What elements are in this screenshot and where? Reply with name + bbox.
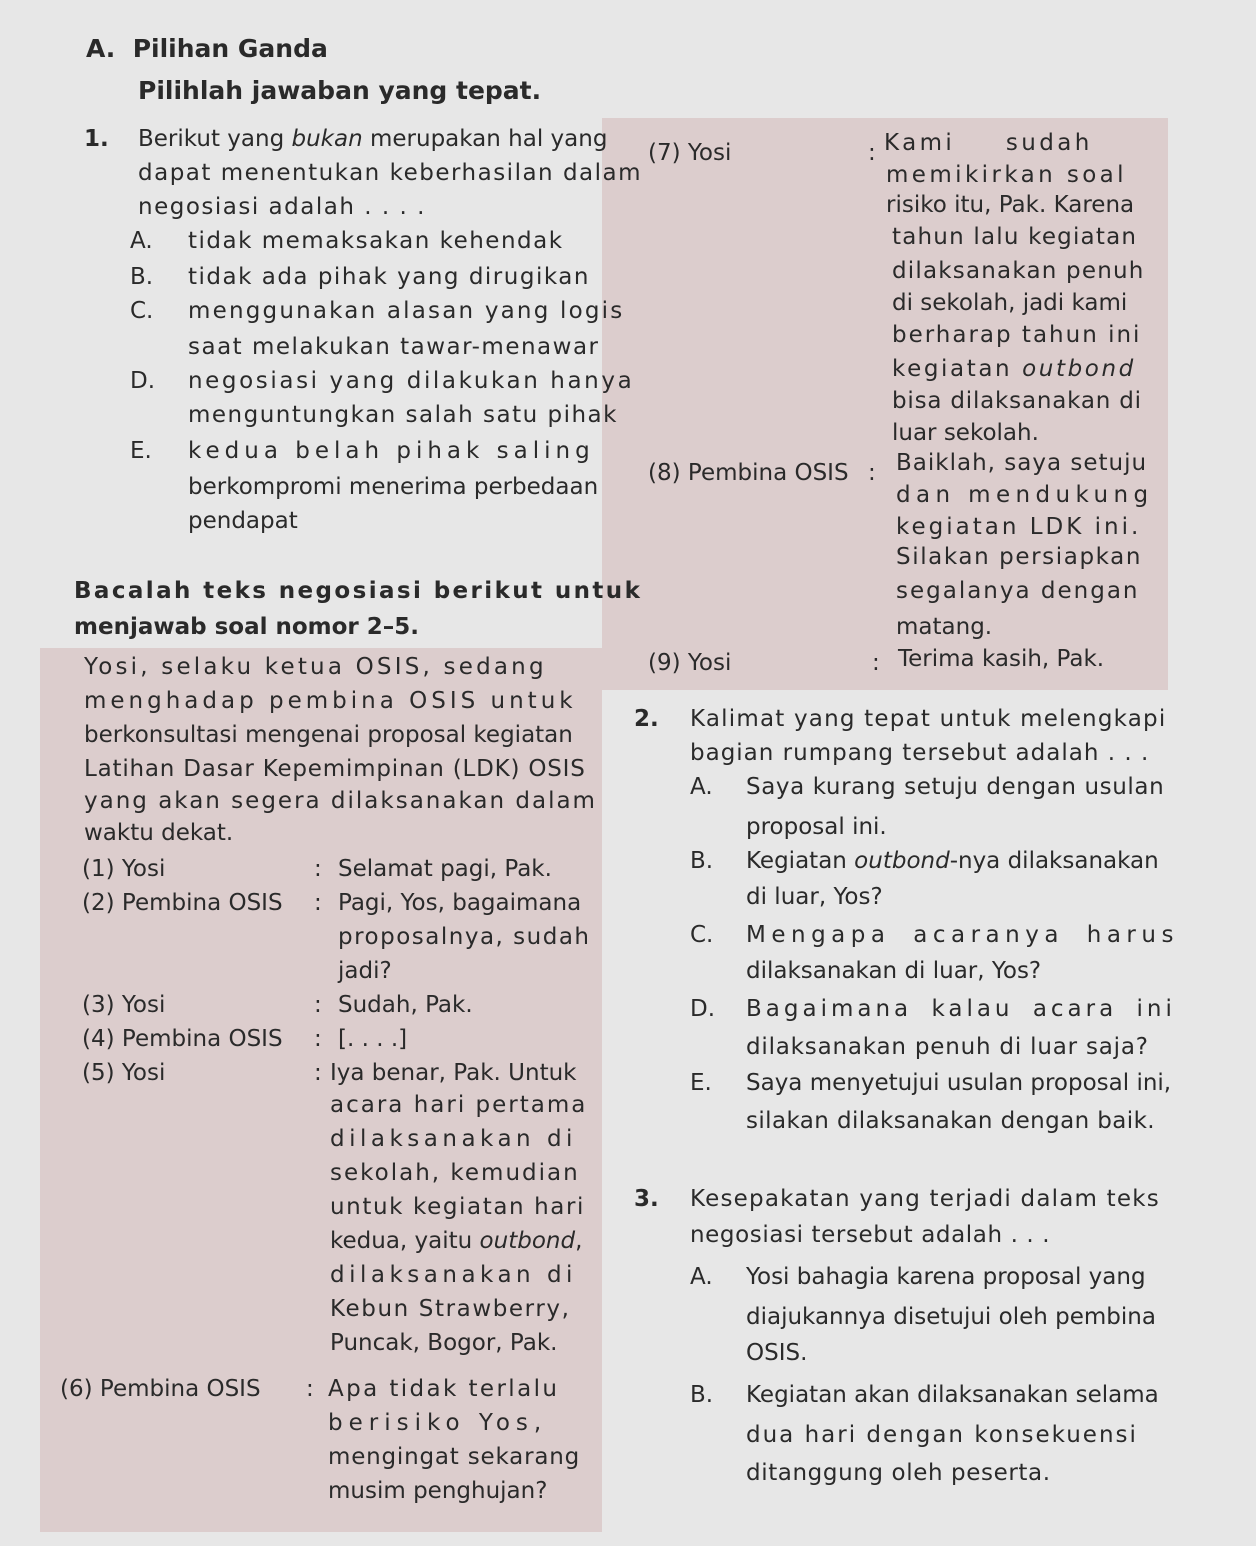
dialog-line: tahun lalu kegiatan [892, 224, 1138, 250]
q2-option-letter[interactable]: D. [690, 996, 716, 1022]
q1-option-text[interactable]: tidak memaksakan kehendak [188, 228, 564, 254]
dialog-colon: : [306, 1376, 314, 1402]
dialog-line: Selamat pagi, Pak. [338, 856, 552, 882]
section-title: A. Pilihan Ganda [86, 34, 328, 63]
reading-instruction-line: Bacalah teks negosiasi berikut untuk [74, 578, 643, 604]
dialog-speaker: (1) Yosi [82, 856, 166, 882]
q1-stem-line: negosiasi adalah . . . . [138, 194, 426, 220]
q2-option-text[interactable]: dilaksanakan di luar, Yos? [746, 958, 1042, 984]
dialog-colon: : [314, 856, 322, 882]
q2-number: 2. [634, 706, 659, 732]
dialog-speaker: (4) Pembina OSIS [82, 1026, 283, 1052]
section-instruction: Pilihlah jawaban yang tepat. [138, 76, 542, 105]
q2-option-text[interactable]: silakan dilaksanakan dengan baik. [746, 1108, 1156, 1134]
intro-line: Yosi, selaku ketua OSIS, sedang [84, 654, 547, 680]
q2-option-letter[interactable]: B. [690, 848, 714, 874]
intro-line: waktu dekat. [84, 820, 234, 846]
q1-option-text[interactable]: saat melakukan tawar-menawar [188, 334, 600, 360]
q3-option-text[interactable]: Kegiatan akan dilaksanakan selama [746, 1382, 1159, 1408]
dialog-line: Apa tidak terlalu [328, 1376, 560, 1402]
dialog-colon: : [314, 1026, 322, 1052]
outbond-emph: outbond [854, 848, 950, 874]
q1-stem-line: Berikut yang bukan merupakan hal yang [138, 126, 608, 152]
q3-option-text[interactable]: diajukannya disetujui oleh pembina [746, 1304, 1156, 1330]
dialog-line: Baiklah, saya setuju [896, 450, 1148, 476]
q1-option-letter[interactable]: D. [130, 368, 156, 394]
dialog-line: di sekolah, jadi kami [892, 290, 1128, 316]
q2-option-text[interactable]: Saya kurang setuju dengan usulan [746, 774, 1165, 800]
dialog-colon: : [314, 992, 322, 1018]
q1-option-letter[interactable]: B. [130, 264, 154, 290]
q2-option-text[interactable]: Bagaimana kalau acara ini [746, 996, 1176, 1022]
dialog-speaker: (6) Pembina OSIS [60, 1376, 261, 1402]
q1-option-text[interactable]: negosiasi yang dilakukan hanya [188, 368, 635, 394]
q2-stem-line: bagian rumpang tersebut adalah . . . [690, 740, 1150, 766]
q2-option-letter[interactable]: E. [690, 1070, 712, 1096]
dialog-line: dan mendukung [896, 482, 1154, 508]
dialog-line: untuk kegiatan hari [330, 1194, 586, 1220]
dialog-colon: : [872, 650, 880, 676]
q1-option-text[interactable]: menguntungkan salah satu pihak [188, 402, 618, 428]
outbond-emph: outbond [1022, 356, 1136, 382]
dialog-speaker: (2) Pembina OSIS [82, 890, 283, 916]
q1-option-letter[interactable]: C. [130, 298, 154, 324]
dialog-line: kedua, yaitu outbond, [330, 1228, 583, 1254]
dialog-colon: : [868, 460, 876, 486]
dialog-line: proposalnya, sudah [338, 924, 591, 950]
dialog-line: berisiko Yos, [328, 1410, 548, 1436]
q2-stem-line: Kalimat yang tepat untuk melengkapi [690, 706, 1167, 732]
q3-option-text[interactable]: ditanggung oleh peserta. [746, 1460, 1051, 1486]
q1-option-letter[interactable]: E. [130, 438, 152, 464]
q2-option-text[interactable]: Saya menyetujui usulan proposal ini, [746, 1070, 1172, 1096]
dialog-colon: : [314, 1060, 322, 1086]
q3-option-text[interactable]: Yosi bahagia karena proposal yang [746, 1264, 1146, 1290]
q2-option-text[interactable]: Kegiatan outbond-nya dilaksanakan [746, 848, 1159, 874]
intro-line: Latihan Dasar Kepemimpinan (LDK) OSIS [84, 756, 586, 782]
q1-option-text[interactable]: kedua belah pihak saling [188, 438, 595, 464]
q3-stem-line: Kesepakatan yang terjadi dalam teks [690, 1186, 1160, 1212]
dialog-line: acara hari pertama [330, 1092, 588, 1118]
dialog-line: kegiatan outbond [892, 356, 1136, 382]
q1-option-text[interactable]: berkompromi menerima perbedaan [188, 474, 599, 500]
dialog-line: kegiatan LDK ini. [896, 514, 1142, 540]
dialog-line: luar sekolah. [892, 420, 1039, 446]
q3-option-text[interactable]: OSIS. [746, 1340, 808, 1366]
dialog-line: jadi? [338, 958, 392, 984]
dialog-speaker: (5) Yosi [82, 1060, 166, 1086]
dialog-line: Iya benar, Pak. Untuk [330, 1060, 577, 1086]
q2-option-text[interactable]: di luar, Yos? [746, 884, 883, 910]
intro-line: menghadap pembina OSIS untuk [84, 688, 577, 714]
q1-number: 1. [84, 126, 109, 152]
dialog-line: dilaksanakan di [330, 1262, 577, 1288]
q3-option-letter[interactable]: A. [690, 1264, 713, 1290]
dialog-line: berharap tahun ini [892, 322, 1142, 348]
q1-option-text[interactable]: menggunakan alasan yang logis [188, 298, 625, 324]
outbond-emph: outbond [479, 1228, 576, 1254]
dialog-speaker: (7) Yosi [648, 140, 732, 166]
dialog-speaker: (9) Yosi [648, 650, 732, 676]
dialog-colon: : [314, 890, 322, 916]
q2-option-text[interactable]: proposal ini. [746, 814, 887, 840]
q3-option-text[interactable]: dua hari dengan konsekuensi [746, 1422, 1138, 1448]
q1-option-letter[interactable]: A. [130, 228, 153, 254]
dialog-speaker: (8) Pembina OSIS [648, 460, 849, 486]
dialog-line: bisa dilaksanakan di [892, 388, 1142, 414]
q3-number: 3. [634, 1186, 659, 1212]
dialog-line: memikirkan soal [886, 162, 1127, 188]
dialog-colon: : [868, 140, 876, 166]
dialog-speaker: (3) Yosi [82, 992, 166, 1018]
intro-line: yang akan segera dilaksanakan dalam [84, 788, 597, 814]
q2-option-text[interactable]: dilaksanakan penuh di luar saja? [746, 1034, 1149, 1060]
q1-stem-emph: bukan [291, 126, 363, 152]
dialog-line: Pagi, Yos, bagaimana [338, 890, 582, 916]
q2-option-letter[interactable]: A. [690, 774, 713, 800]
q1-option-text[interactable]: pendapat [188, 508, 298, 534]
dialog-line: Terima kasih, Pak. [898, 646, 1105, 672]
reading-instruction-line: menjawab soal nomor 2–5. [74, 614, 420, 640]
q3-stem-line: negosiasi tersebut adalah . . . [690, 1222, 1051, 1248]
q1-option-text[interactable]: tidak ada pihak yang dirugikan [188, 264, 590, 290]
q3-option-letter[interactable]: B. [690, 1382, 714, 1408]
q2-option-letter[interactable]: C. [690, 922, 714, 948]
dialog-line: dilaksanakan penuh [892, 258, 1145, 284]
dialog-line: sekolah, kemudian [330, 1160, 580, 1186]
dialog-line: Sudah, Pak. [338, 992, 473, 1018]
dialog-line: risiko itu, Pak. Karena [886, 192, 1135, 218]
dialog-line: Puncak, Bogor, Pak. [330, 1330, 558, 1356]
dialog-line: dilaksanakan di [330, 1126, 577, 1152]
dialog-line: Kebun Strawberry, [330, 1296, 571, 1322]
intro-line: berkonsultasi mengenai proposal kegiatan [84, 722, 573, 748]
dialog-line: Silakan persiapkan [896, 544, 1143, 570]
q1-stem-line: dapat menentukan keberhasilan dalam [138, 160, 643, 186]
dialog-blank: [. . . .] [338, 1026, 408, 1052]
q2-option-text[interactable]: Mengapa acaranya harus [746, 922, 1179, 948]
dialog-line: matang. [896, 614, 993, 640]
dialog-line: musim penghujan? [328, 1478, 548, 1504]
dialog-line: mengingat sekarang [328, 1444, 580, 1470]
dialog-line: segalanya dengan [896, 578, 1140, 604]
dialog-line: Kami sudah [884, 130, 1093, 156]
